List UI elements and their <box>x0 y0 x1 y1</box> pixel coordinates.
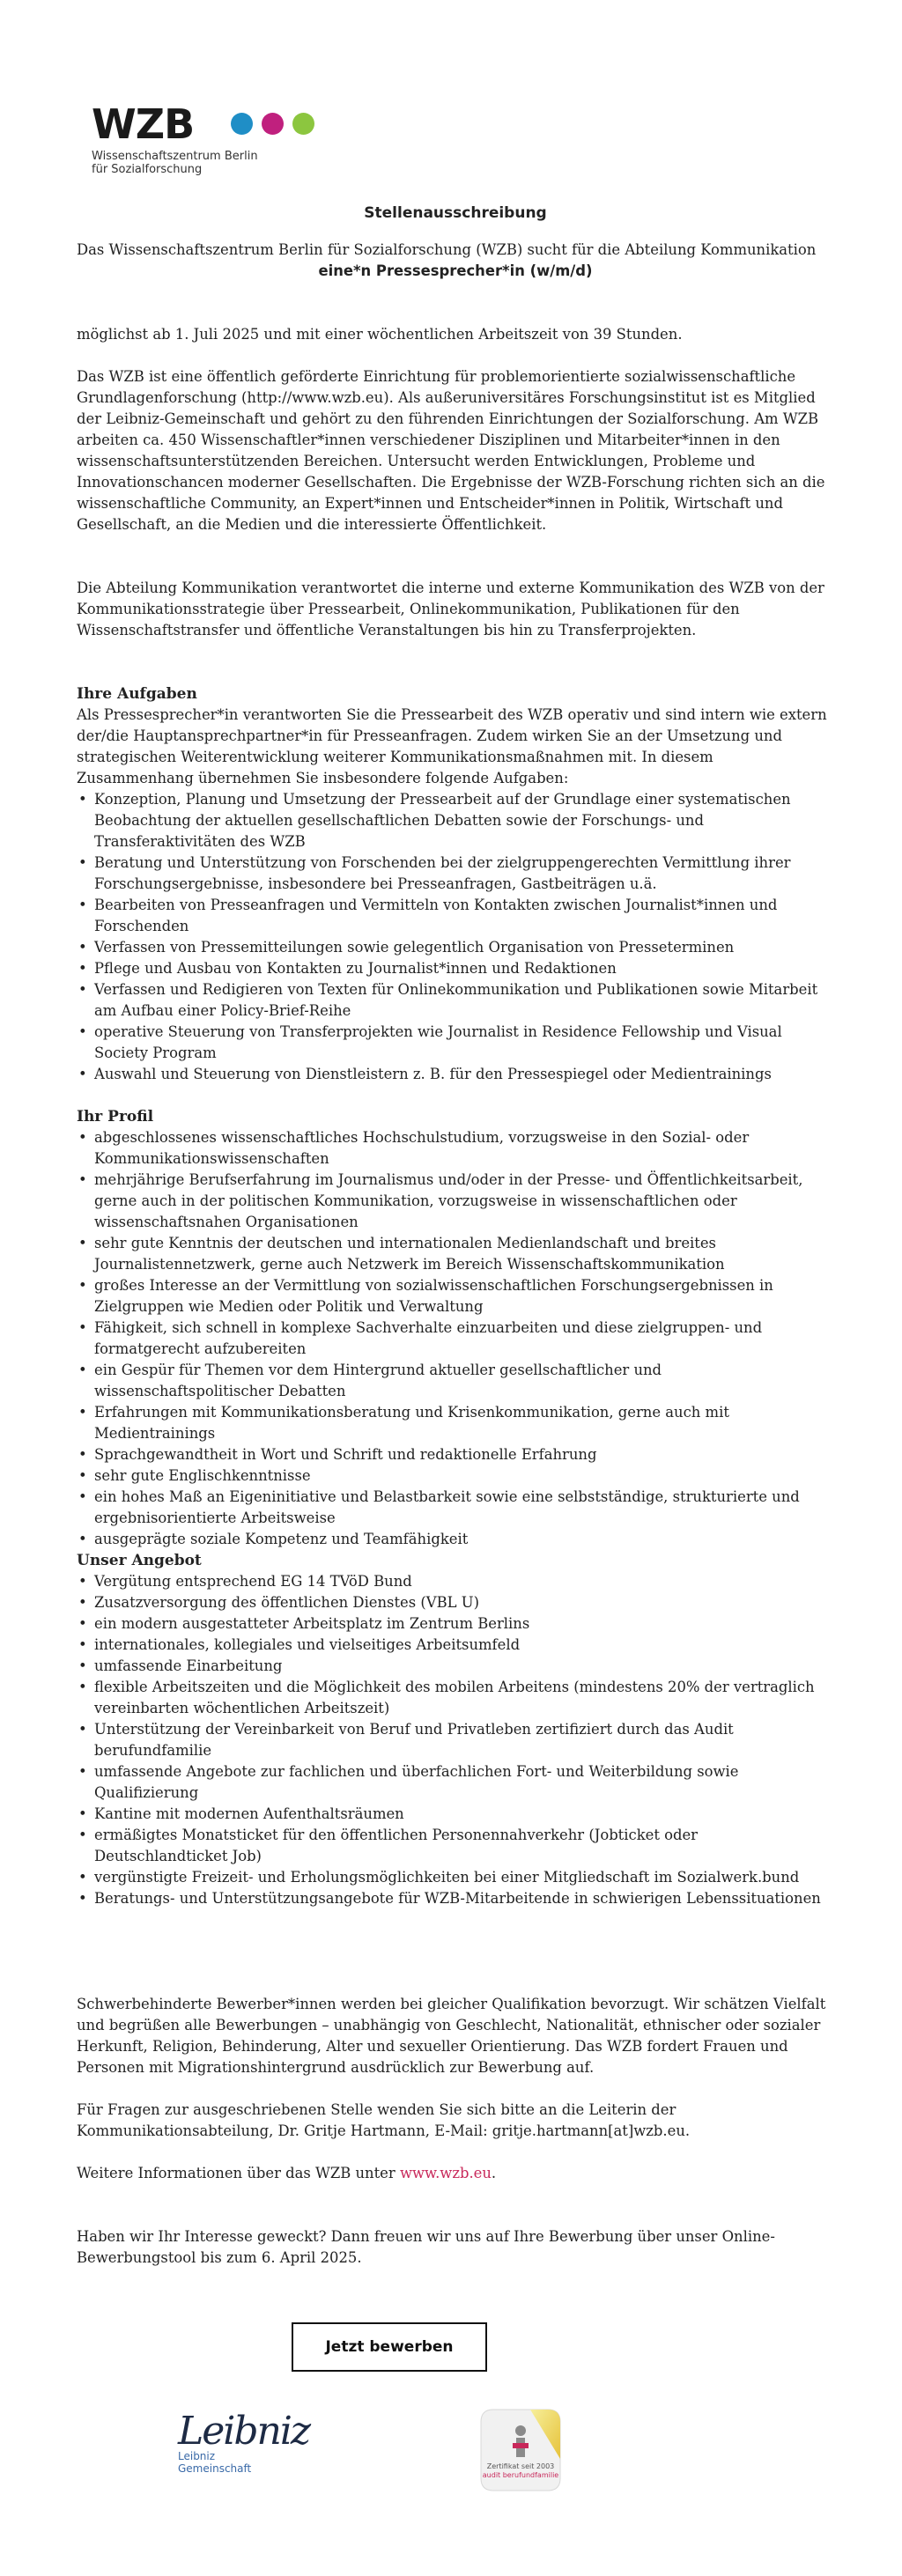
leibniz-signature: Leibniz <box>178 2409 310 2454</box>
logo-dots <box>231 113 314 135</box>
intro-block <box>77 240 834 282</box>
magenta-dot <box>262 113 284 135</box>
position-title: eine*n Pressesprecher*in (w/m/d) <box>318 262 593 279</box>
list-item: • Beratungs- und Unterstützungsangebote für WZB-Mitarbeitende in schwierigen Lebenssituationen <box>77 1888 834 1909</box>
page-title: Stellenausschreibung <box>364 204 547 222</box>
list-item: • ein Gespür für Themen vor dem Hintergrund aktueller gesellschaftlicher und wissenschaftspolitischer Debatten <box>77 1360 834 1402</box>
list-item: • ein hohes Maß an Eigeninitiative und Belastbarkeit sowie eine selbstständige, strukturierte und ergebnisorientierte Arbeitsweise <box>77 1487 834 1529</box>
list-item: • Sprachgewandtheit in Wort und Schrift und redaktionelle Erfahrung <box>77 1444 834 1465</box>
list-item: • internationales, kollegiales und vielseitiges Arbeitsumfeld <box>77 1635 834 1656</box>
list-item: • Zusatzversorgung des öffentlichen Dienstes (VBL U) <box>77 1592 834 1613</box>
list-item: • sehr gute Kenntnis der deutschen und internationalen Medienlandschaft und breites Journalistennetzwerk, gerne auch Netzwerk im Bereich Wissenschaftskommunikation <box>77 1233 834 1275</box>
about-department: Die Abteilung Kommunikation verantwortet die interne und externe Kommunikation des WZB von der Kommunikationsstrategie über Pressearbeit, Onlinekommunikation, Publikationen für den Wissenschaftstransfer und öffentliche Veranstaltungen bis hin zu Transferprojekten. <box>77 579 824 638</box>
intro-text: Das Wissenschaftszentrum Berlin für Sozialforschung (WZB) sucht für die Abteilung Kommunikation <box>77 241 817 258</box>
list-item: • ein modern ausgestatteter Arbeitsplatz im Zentrum Berlins <box>77 1613 834 1635</box>
apply-button[interactable]: Jetzt bewerben <box>292 2322 487 2372</box>
audit-seal-icon <box>477 2406 564 2494</box>
wzb-link[interactable]: www.wzb.eu <box>399 2165 492 2181</box>
list-item: • sehr gute Englischkenntnisse <box>77 1465 834 1487</box>
start-text: möglichst ab 1. Juli 2025 und mit einer wöchentlichen Arbeitszeit von 39 Stunden. <box>77 326 683 343</box>
leibniz-logo <box>178 2409 310 2492</box>
list-item: • umfassende Angebote zur fachlichen und überfachlichen Fort- und Weiterbildung sowie Qualifizierung <box>77 1761 834 1804</box>
list-item: • operative Steuerung von Transferprojekten wie Journalist in Residence Fellowship und Visual Society Program <box>77 1022 834 1064</box>
list-item: • Erfahrungen mit Kommunikationsberatung und Krisenkommunikation, gerne auch mit Medientrainings <box>77 1402 834 1444</box>
more-info: Weitere Informationen über das WZB unter www.wzb.eu. <box>77 2165 497 2181</box>
list-item: • Auswahl und Steuerung von Dienstleistern z. B. für den Pressespiegel oder Medientrainings <box>77 1064 834 1085</box>
list-item: • Verfassen und Redigieren von Texten für Onlinekommunikation und Publikationen sowie Mitarbeit am Aufbau einer Policy-Brief-Reihe <box>77 979 834 1022</box>
offer-section <box>77 1550 834 1909</box>
list-item: • Bearbeiten von Presseanfragen und Vermitteln von Kontakten zwischen Journalist*innen und Forschenden <box>77 895 834 937</box>
profile-list <box>77 1127 834 1550</box>
tasks-intro: Als Pressesprecher*in verantworten Sie die Pressearbeit des WZB operativ und sind intern wie extern der/die Hauptansprechpartner*in für Presseanfragen. Zudem wirken Sie an der Umsetzung und strategischen Weiterentwicklung weiterer Kommunikationsmaßnahmen mit. In diesem Zusammenhang übernehmen Sie insbesondere folgende Aufgaben: <box>77 706 827 786</box>
list-item: • Beratung und Unterstützung von Forschenden bei der zielgruppengerechten Vermittlung ihrer Forschungsergebnisse, insbesondere bei Presseanfragen, Gastbeiträgen u.ä. <box>77 853 834 895</box>
contact-info: Für Fragen zur ausgeschriebenen Stelle wenden Sie sich bitte an die Leiterin der Kommunikationsabteilung, Dr. Gritje Hartmann, E-Mail: gritje.hartmann[at]wzb.eu. <box>77 2101 691 2139</box>
list-item: • flexible Arbeitszeiten und die Möglichkeit des mobilen Arbeitens (mindestens 20% der vertraglich vereinbarten wöchentlichen Arbeitszeit) <box>77 1677 834 1719</box>
list-item: • vergünstigte Freizeit- und Erholungsmöglichkeiten bei einer Mitgliedschaft im Sozialwerk.bund <box>77 1867 834 1888</box>
green-dot <box>292 113 314 135</box>
audit-text: Zertifikat seit 2003 audit berufundfamilie <box>482 2462 559 2479</box>
offer-heading: Unser Angebot <box>77 1552 202 1569</box>
list-item: • abgeschlossenes wissenschaftliches Hochschulstudium, vorzugsweise in den Sozial- oder Kommunikationswissenschaften <box>77 1127 834 1170</box>
list-item: • Verfassen von Pressemitteilungen sowie gelegentlich Organisation von Presseterminen <box>77 937 834 958</box>
offer-list <box>77 1571 834 1909</box>
tasks-list <box>77 789 834 1085</box>
list-item: • Unterstützung der Vereinbarkeit von Beruf und Privatleben zertifiziert durch das Audit berufundfamilie <box>77 1719 834 1761</box>
list-item: • mehrjährige Berufserfahrung im Journalismus und/oder in der Presse- und Öffentlichkeitsarbeit, gerne auch in der politischen Kommunikation, vorzugsweise in wissenschaftlichen oder wissenschaftsnahen Organisationen <box>77 1170 834 1233</box>
logo-subtitle: Wissenschaftszentrum Berlin für Sozialforschung <box>92 150 258 176</box>
list-item: • Konzeption, Planung und Umsetzung der Pressearbeit auf der Grundlage einer systematischen Beobachtung der aktuellen gesellschaftlichen Debatten sowie der Forschungs- und Transferaktivitäten des WZB <box>77 789 834 853</box>
list-item: • Vergütung entsprechend EG 14 TVöD Bund <box>77 1571 834 1592</box>
diversity-statement: Schwerbehinderte Bewerber*innen werden bei gleicher Qualifikation bevorzugt. Wir schätzen Vielfalt und begrüßen alle Bewerbungen – unabhängig von Geschlecht, Nationalität, ethnischer oder sozialer Herkunft, Religion, Behinderung, Alter und sexueller Orientierung. Das WZB fordert Frauen und Personen mit Migrationshintergrund ausdrücklich zur Bewerbung auf. <box>77 1996 826 2076</box>
list-item: • Fähigkeit, sich schnell in komplexe Sachverhalte einzuarbeiten und diese zielgruppen- und formatgerecht aufzubereiten <box>77 1318 834 1360</box>
list-item: • Kantine mit modernen Aufenthaltsräumen <box>77 1804 834 1825</box>
tasks-section <box>77 683 834 1085</box>
list-item: • ermäßigtes Monatsticket für den öffentlichen Personennahverkehr (Jobticket oder Deutschlandticket Job) <box>77 1825 834 1867</box>
tasks-heading: Ihre Aufgaben <box>77 685 197 703</box>
audit-seal <box>477 2406 564 2494</box>
blue-dot <box>231 113 253 135</box>
logo-word: WZB <box>92 100 195 148</box>
closing-text: Haben wir Ihr Interesse geweckt? Dann freuen wir uns auf Ihre Bewerbung über unser Online-Bewerbungstool bis zum 6. April 2025. <box>77 2228 775 2266</box>
list-item: • ausgeprägte soziale Kompetenz und Teamfähigkeit <box>77 1529 834 1550</box>
profile-heading: Ihr Profil <box>77 1108 154 1126</box>
list-item: • Pflege und Ausbau von Kontakten zu Journalist*innen und Redaktionen <box>77 958 834 979</box>
about-wzb: Das WZB ist eine öffentlich geförderte Einrichtung für problemorientierte sozialwissenschaftliche Grundlagenforschung (http://www.wzb.eu). Als außeruniversitäres Forschungsinstitut ist es Mitglied der Leibniz-Gemeinschaft und gehört zu den führenden Einrichtungen der Sozialforschung. Am WZB arbeiten ca. 450 Wissenschaftler*innen verschiedener Disziplinen und Mitarbeiter*innen in den wissenschaftsunterstützenden Bereichen. Untersucht werden Entwicklungen, Probleme und Innovationschancen moderner Gesellschaften. Die Ergebnisse der WZB-Forschung richten sich an die wissenschaftliche Community, an Expert*innen und Entscheider*innen in Politik, Wirtschaft und Gesellschaft, an die Medien und die interessierte Öffentlichkeit. <box>77 368 825 533</box>
list-item: • umfassende Einarbeitung <box>77 1656 834 1677</box>
list-item: • großes Interesse an der Vermittlung von sozialwissenschaftlichen Forschungsergebnissen in Zielgruppen wie Medien oder Politik und Verwaltung <box>77 1275 834 1318</box>
profile-section <box>77 1106 834 1550</box>
leibniz-subtitle: Leibniz Gemeinschaft <box>178 2450 252 2475</box>
